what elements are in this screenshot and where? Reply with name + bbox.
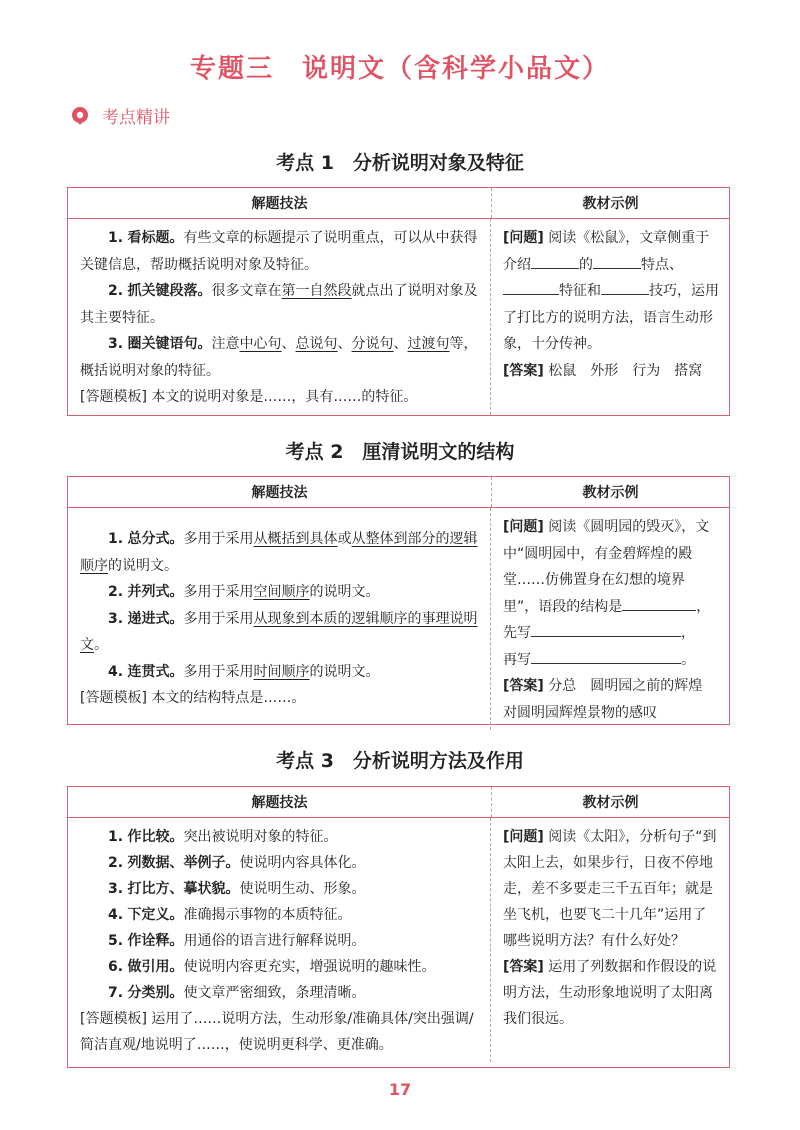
kd2-example — [491, 508, 729, 730]
kd3-item: 5. 作诠释。用通俗的语言进行解释说明。 — [108, 933, 366, 949]
kd2-answer: [答案] 分总 圆明园之前的辉煌 对圆明园辉煌景物的感叹 — [503, 678, 717, 721]
kd3-template: [答题模板] 运用了……说明方法，生动形象/准确具体/突出强调/简洁直观/地说明了……，使说明更科学、更准确。 — [80, 1011, 474, 1053]
kd3-example — [491, 818, 729, 1062]
kd3-techniques — [68, 818, 491, 1062]
location-pin-icon — [70, 106, 90, 126]
kd2-item-4: 4. 连贯式。多用于采用时间顺序的说明文。 — [108, 663, 380, 680]
kd3-answer: [答案] 运用了列数据和作假设的说明方法，生动形象地说明了太阳离我们很远。 — [503, 959, 717, 1027]
kd3-header — [68, 787, 729, 818]
kd2-header-left: 解题技法 — [68, 477, 492, 507]
kd3-table — [67, 786, 730, 1068]
kd1-item-1: 1. 看标题。有些文章的标题提示了说明重点，可以从中获得关键信息，帮助概括说明对象及特征。 — [80, 230, 478, 273]
kd1-item-2: 2. 抓关键段落。很多文章在第一自然段就点出了说明对象及其主要特征。 — [80, 283, 478, 326]
kd2-title: 考点 2 厘清说明文的结构 — [285, 441, 515, 463]
kd3-item: 6. 做引用。使说明内容更充实，增强说明的趣味性。 — [108, 959, 436, 975]
kd3-header-left: 解题技法 — [68, 787, 492, 817]
page-title: 专题三 说明文（含科学小品文） — [189, 54, 610, 84]
section-tag — [70, 103, 170, 128]
kd3-item: 4. 下定义。准确揭示事物的本质特征。 — [108, 907, 352, 923]
kd3-item: 1. 作比较。突出被说明对象的特征。 — [108, 829, 338, 845]
kd1-header-left: 解题技法 — [68, 188, 492, 218]
kd1-header-right: 教材示例 — [582, 196, 639, 212]
page-number: 17 — [388, 1080, 412, 1099]
kd2-techniques — [68, 508, 491, 730]
kd2-header — [68, 477, 729, 508]
section-tag-label: 考点精讲 — [102, 108, 170, 128]
kd2-item-3: 3. 递进式。多用于采用从现象到本质的逻辑顺序的事理说明文。 — [80, 610, 478, 653]
kd2-question: [问题] 阅读《圆明园的毁灭》，文中“圆明园中，有金碧辉煌的殿堂……仿佛置身在幻想的境界里”，语段的结构是 ， 先写 ， 再写 。 — [503, 519, 711, 668]
kd3-header-right: 教材示例 — [582, 795, 639, 811]
kd2-table — [67, 476, 730, 725]
kd1-table — [67, 187, 730, 416]
kd1-item-3: 3. 圈关键语句。注意中心句、总说句、分说句、过渡句等，概括说明对象的特征。 — [80, 336, 478, 379]
kd3-item: 7. 分类别。使文章严密细致，条理清晰。 — [108, 985, 366, 1001]
kd2-template: [答题模板] 本文的结构特点是……。 — [80, 690, 306, 706]
kd1-example — [491, 219, 729, 415]
kd3-item: 3. 打比方、摹状貌。使说明生动、形象。 — [108, 881, 366, 897]
kd1-answer: [答案] 松鼠 外形 行为 搭窝 — [503, 362, 703, 379]
kd2-header-right: 教材示例 — [582, 485, 639, 501]
kd1-template: [答题模板] 本文的说明对象是……，具有……的特征。 — [80, 389, 418, 405]
kd1-question: [问题] 阅读《松鼠》，文章侧重于介绍 的 特点、 特征和 技巧，运用了打比方的说明方法，语言生动形象，十分传神。 — [503, 230, 719, 352]
kd3-item: 2. 列数据、举例子。使说明内容具体化。 — [108, 855, 366, 871]
kd1-header — [68, 188, 729, 219]
kd1-techniques — [68, 219, 491, 415]
kd2-item-2: 2. 并列式。多用于采用空间顺序的说明文。 — [108, 584, 380, 600]
kd3-title: 考点 3 分析说明方法及作用 — [276, 750, 524, 772]
kd2-item-1: 1. 总分式。多用于采用从概括到具体或从整体到部分的逻辑顺序的说明文。 — [80, 531, 478, 574]
kd3-question: [问题] 阅读《太阳》，分析句子“到太阳上去，如果步行，日夜不停地走，差不多要走三千五百年；就是坐飞机，也要飞二十几年”运用了哪些说明方法？有什么好处？ — [503, 829, 717, 949]
kd1-title: 考点 1 分析说明对象及特征 — [276, 152, 524, 174]
